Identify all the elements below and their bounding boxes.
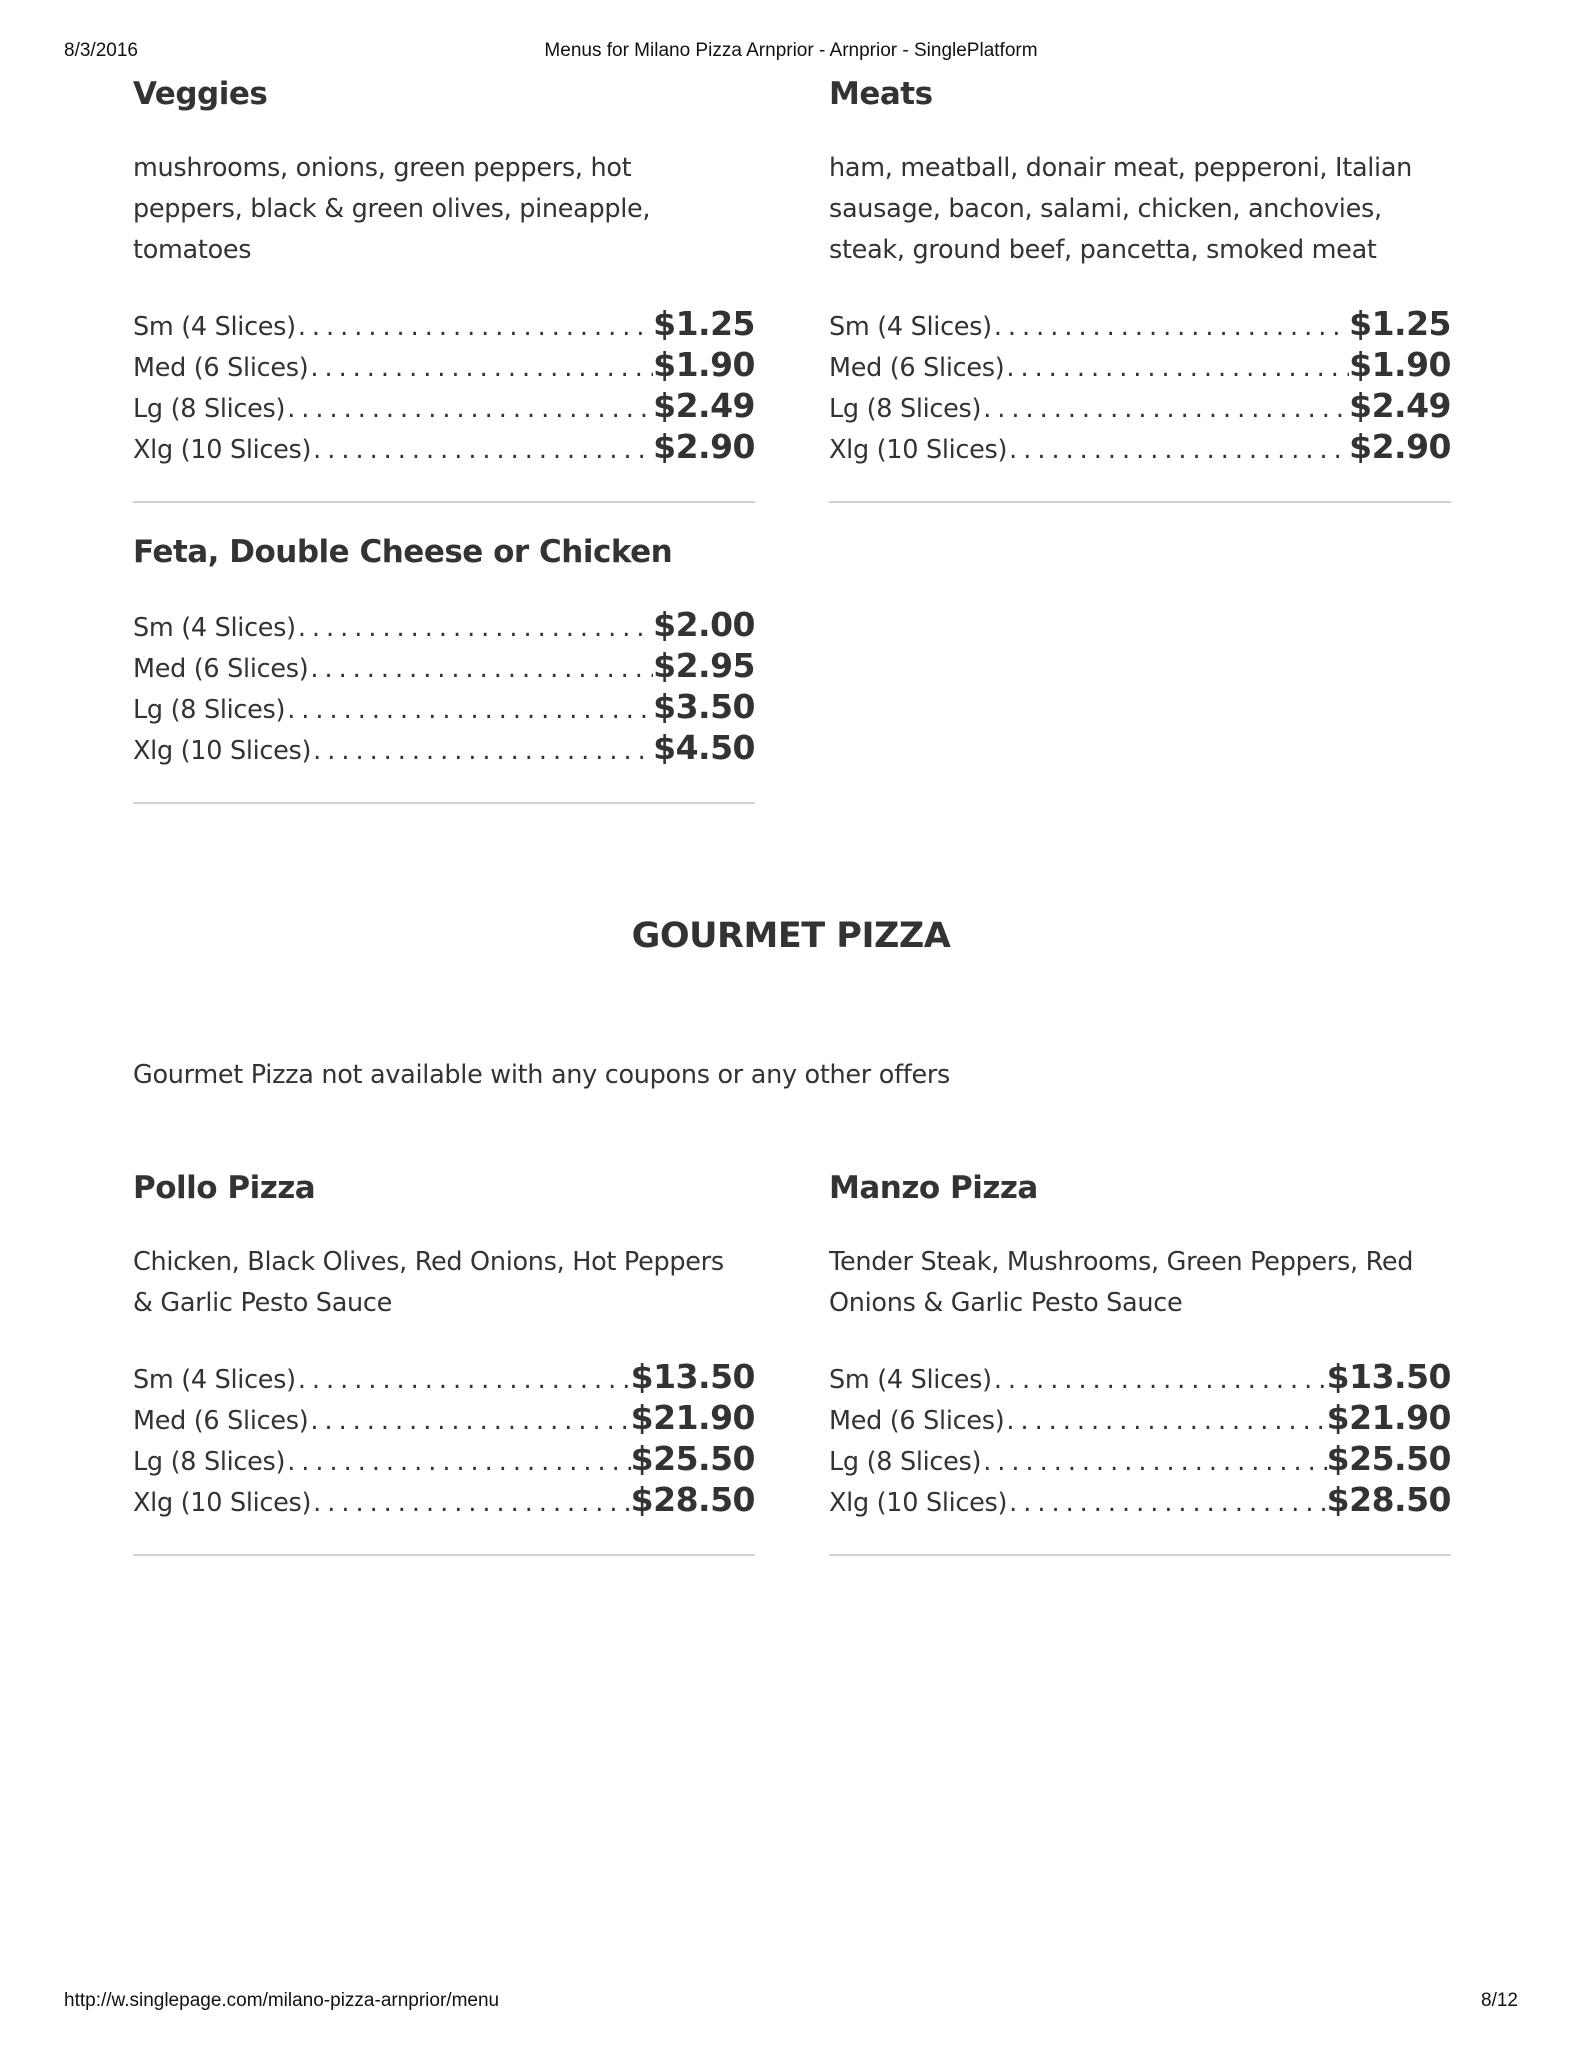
price-row [133, 727, 755, 768]
price-list [829, 303, 1451, 467]
leader-dots [296, 1360, 631, 1397]
price-list [829, 1356, 1451, 1520]
size-label: Lg (8 Slices) [133, 695, 286, 725]
print-footer [64, 1990, 1518, 2014]
size-label: Sm (4 Slices) [133, 312, 296, 342]
price-list [133, 604, 755, 768]
price-value: $25.50 [1326, 1439, 1451, 1478]
price-value: $2.90 [1349, 427, 1451, 466]
price-value: $2.49 [653, 386, 755, 425]
price-value: $21.90 [630, 1398, 755, 1437]
size-label: Lg (8 Slices) [133, 1447, 286, 1477]
leader-dots [296, 307, 653, 344]
section-description: Chicken, Black Olives, Red Onions, Hot Peppers & Garlic Pesto Sauce [133, 1247, 724, 1318]
price-row [829, 426, 1451, 467]
price-value: $1.90 [653, 345, 755, 384]
leader-dots [992, 1360, 1327, 1397]
price-row [133, 1479, 755, 1520]
price-row [133, 303, 755, 344]
size-label: Xlg (10 Slices) [829, 435, 1008, 465]
price-value: $4.50 [653, 728, 755, 767]
leader-dots [311, 430, 653, 467]
price-row [829, 1397, 1451, 1438]
section-title: Meats [829, 76, 933, 112]
price-row [133, 385, 755, 426]
leader-dots [308, 348, 653, 385]
price-row [133, 1438, 755, 1479]
leader-dots [1004, 1401, 1326, 1438]
size-label: Xlg (10 Slices) [133, 1488, 312, 1518]
section-description: ham, meatball, donair meat, pepperoni, Italian sausage, bacon, salami, chicken, anchovies, steak, ground beef, pancetta, smoked meat [829, 153, 1413, 265]
print-date: 8/3/2016 [64, 40, 138, 61]
section-divider [133, 1554, 755, 1556]
section-description: Tender Steak, Mushrooms, Green Peppers, Red Onions & Garlic Pesto Sauce [829, 1247, 1414, 1318]
leader-dots [992, 307, 1349, 344]
leader-dots [1007, 430, 1349, 467]
veggies-section [133, 74, 755, 503]
section-divider [829, 501, 1451, 503]
size-label: Lg (8 Slices) [829, 394, 982, 424]
price-row [133, 344, 755, 385]
size-label: Lg (8 Slices) [133, 394, 286, 424]
size-label: Xlg (10 Slices) [829, 1488, 1008, 1518]
size-label: Med (6 Slices) [133, 1406, 309, 1436]
size-label: Sm (4 Slices) [829, 312, 992, 342]
price-row [829, 1438, 1451, 1479]
price-list [133, 303, 755, 467]
leader-dots [296, 608, 653, 645]
price-row [829, 344, 1451, 385]
gourmet-pizza-heading: GOURMET PIZZA [631, 916, 951, 956]
leader-dots [981, 1442, 1326, 1479]
size-label: Lg (8 Slices) [829, 1447, 982, 1477]
price-value: $13.50 [630, 1357, 755, 1396]
leader-dots [1004, 348, 1349, 385]
leader-dots [285, 389, 653, 426]
price-value: $25.50 [630, 1439, 755, 1478]
price-value: $21.90 [1326, 1398, 1451, 1437]
price-list [133, 1356, 755, 1520]
size-label: Xlg (10 Slices) [133, 736, 312, 766]
price-value: $1.90 [1349, 345, 1451, 384]
leader-dots [311, 1483, 631, 1520]
feta-section [133, 532, 755, 804]
leader-dots [1007, 1483, 1327, 1520]
size-label: Sm (4 Slices) [133, 1365, 296, 1395]
print-page-number: 8/12 [1481, 1990, 1518, 2011]
price-row [133, 1397, 755, 1438]
size-label: Med (6 Slices) [829, 353, 1005, 383]
price-value: $28.50 [630, 1480, 755, 1519]
section-title: Veggies [133, 76, 268, 112]
price-value: $2.00 [653, 605, 755, 644]
size-label: Sm (4 Slices) [829, 1365, 992, 1395]
leader-dots [311, 731, 653, 768]
price-row [133, 426, 755, 467]
price-row [829, 385, 1451, 426]
size-label: Med (6 Slices) [133, 353, 309, 383]
price-row [133, 686, 755, 727]
manzo-pizza-section [829, 1168, 1451, 1556]
price-row [829, 303, 1451, 344]
section-description: mushrooms, onions, green peppers, hot peppers, black & green olives, pineapple, tomatoes [133, 153, 651, 265]
leader-dots [308, 1401, 630, 1438]
price-value: $2.90 [653, 427, 755, 466]
print-url: http://w.singlepage.com/milano-pizza-arnprior/menu [64, 1990, 500, 2011]
size-label: Med (6 Slices) [829, 1406, 1005, 1436]
section-title: Feta, Double Cheese or Chicken [133, 534, 673, 570]
size-label: Sm (4 Slices) [133, 613, 296, 643]
price-value: $28.50 [1326, 1480, 1451, 1519]
print-page-title: Menus for Milano Pizza Arnprior - Arnprior - SinglePlatform [544, 40, 1038, 61]
price-row [133, 1356, 755, 1397]
section-divider [829, 1554, 1451, 1556]
price-row [133, 604, 755, 645]
leader-dots [285, 1442, 630, 1479]
price-value: $3.50 [653, 687, 755, 726]
price-row [829, 1356, 1451, 1397]
section-divider [133, 802, 755, 804]
section-title: Pollo Pizza [133, 1170, 316, 1206]
price-value: $1.25 [653, 304, 755, 343]
price-row [829, 1479, 1451, 1520]
section-divider [133, 501, 755, 503]
price-row [133, 645, 755, 686]
price-value: $1.25 [1349, 304, 1451, 343]
price-value: $2.49 [1349, 386, 1451, 425]
price-value: $13.50 [1326, 1357, 1451, 1396]
gourmet-notice: Gourmet Pizza not available with any coupons or any other offers [133, 1060, 951, 1090]
leader-dots [308, 649, 653, 686]
leader-dots [981, 389, 1349, 426]
size-label: Xlg (10 Slices) [133, 435, 312, 465]
size-label: Med (6 Slices) [133, 654, 309, 684]
price-value: $2.95 [653, 646, 755, 685]
meats-section [829, 74, 1451, 503]
pollo-pizza-section [133, 1168, 755, 1556]
section-title: Manzo Pizza [829, 1170, 1038, 1206]
leader-dots [285, 690, 653, 727]
print-header [64, 40, 1518, 64]
